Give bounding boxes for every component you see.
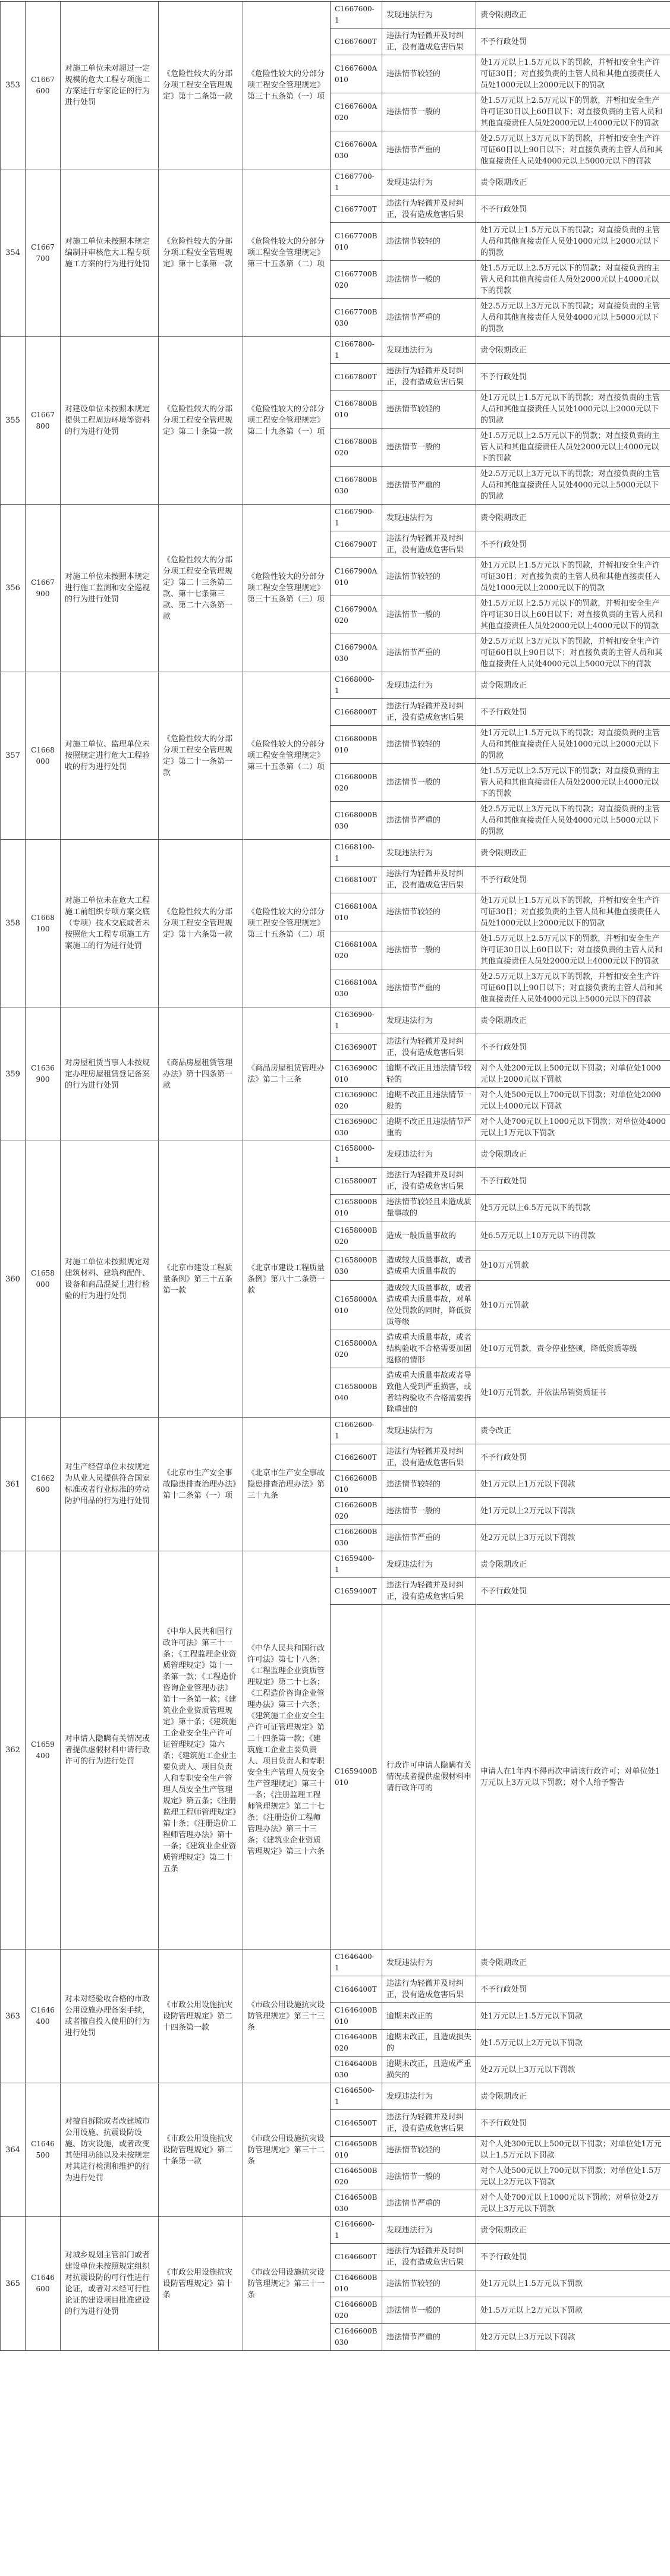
penalty-standard: 不予行政处罚 [476,1578,670,1605]
sub-item-code: C1659400B010 [331,1605,382,1950]
legal-basis: 《商品房屋租赁管理办法》第十四条第一款 [159,1007,243,1141]
sub-item-code: C1667600T [331,29,382,55]
penalty-basis: 《危险性较大的分部分项工程安全管理规定》第三十五条第（二）项 [243,840,331,1007]
penalty-standard: 处2.5万元以上3万元以下的罚款，并暂扣安全生产许可证60日以上90日以下；对直接负责的主管人员和其他直接责任人员处4000元以上5000元以下的罚款 [476,969,670,1007]
item-name: 对擅自拆除或者改建城市公用设施、抗震设防设施、防灾设施，或者改变其使用功能以及未按规定对其进行检测和维护的行为进行处罚 [61,2083,159,2217]
penalty-standard: 责令限期改正 [476,169,670,196]
item-number: 361 [1,1418,26,1551]
penalty-standard: 对个人处500元以上700元以下罚款；对单位处1.5万元以上2万元以下罚款 [476,2164,670,2190]
item-code: C1646600 [26,2217,61,2351]
sub-item-code: C1636900C030 [331,1114,382,1141]
penalty-standard: 责令限期改正 [476,2217,670,2244]
sub-item-code: C1667800-1 [331,337,382,364]
penalty-standard: 申请人在1年内不得再次申请该行政许可；对单位处1万元以上3万元以下罚款；对个人给予警告 [476,1605,670,1950]
item-code: C1667600 [26,2,61,169]
violation-circumstance: 逾期不改正且违法情节严重的 [382,1114,476,1141]
sub-item-code: C1646600B010 [331,2270,382,2297]
sub-item-code: C1636900T [331,1034,382,1061]
sub-item-code: C1658000B020 [331,1221,382,1251]
sub-item-code: C1668000T [331,699,382,726]
penalty-basis: 《市政公用设施抗灾设防管理规定》第三十三条 [243,1950,331,2083]
sub-item-code: C1658000B010 [331,1195,382,1221]
legal-basis: 《北京市建设工程质量条例》第三十五条第一款 [159,1141,243,1418]
legal-basis: 《危险性较大的分部分项工程安全管理规定》第十六条第一款 [159,840,243,1007]
sub-item-code: C1646400-1 [331,1950,382,1976]
violation-circumstance: 违法情节严重的 [382,2190,476,2217]
penalty-standard: 处1.5万元以上2.5万元以下的罚款；对直接负责的主管人员和其他直接责任人员处2000元以上4000元以下的罚款 [476,261,670,299]
item-code: C1668100 [26,840,61,1007]
item-code: C1668000 [26,672,61,840]
penalty-standard: 处2万元以上3万元以下罚款 [476,1525,670,1551]
sub-item-code: C1658000B040 [331,1368,382,1418]
item-name: 对施工单位未按照本规定编制并审核危大工程专项施工方案的行为进行处罚 [61,169,159,337]
sub-item-code: C1667900A020 [331,596,382,634]
penalty-standard: 不予行政处罚 [476,1444,670,1471]
sub-item-code: C1646400B010 [331,2003,382,2030]
item-name: 对生产经营单位未按规定为从业人员提供符合国家标准或者行业标准的劳动防护用品的行为进行处罚 [61,1418,159,1551]
sub-item-code: C1646500-1 [331,2083,382,2110]
item-code: C1659400 [26,1551,61,1950]
violation-circumstance: 违法情节较轻的 [382,223,476,261]
item-name: 对建设单位未按照本规定提供工程周边环境等资料的行为进行处罚 [61,337,159,505]
violation-circumstance: 违法情节较轻的 [382,391,476,429]
sub-item-code: C1646500T [331,2110,382,2137]
sub-item-code: C1659400-1 [331,1551,382,1578]
penalty-standard: 对个人处700元以上1000元以下罚款；对单位处4000元以上1万元以下罚款 [476,1114,670,1141]
violation-circumstance: 发现违法行为 [382,1950,476,1976]
penalty-standard: 处1万元以上1.5万元以下罚款 [476,2270,670,2297]
penalty-standard: 处2.5万元以上3万元以下的罚款，并暂扣安全生产许可证60日以上90日以下；对直接负责的主管人员和其他直接责任人员处4000元以上5000元以下的罚款 [476,131,670,169]
item-number: 365 [1,2217,26,2351]
violation-circumstance: 违法情节严重的 [382,299,476,337]
item-code: C1667700 [26,169,61,337]
sub-item-code: C1662600B030 [331,1525,382,1551]
sub-item-code: C1668000B010 [331,726,382,764]
violation-circumstance: 行政许可申请人隐瞒有关情况或者提供虚假材料申请行政许可的 [382,1605,476,1950]
violation-circumstance: 违法情节严重的 [382,969,476,1007]
sub-item-code: C1667700B030 [331,299,382,337]
penalty-basis: 《市政公用设施抗灾设防管理规定》第三十二条 [243,2083,331,2217]
sub-item-code: C1668100A020 [331,931,382,969]
sub-item-code: C1667600A010 [331,55,382,93]
sub-item-code: C1646400B030 [331,2057,382,2083]
penalty-standard: 处1万元以上1.5万元以下的罚款；对直接负责的主管人员和其他直接责任人员处1000元以上2000元以下的罚款 [476,391,670,429]
violation-circumstance: 违法情节较轻的 [382,893,476,931]
penalty-standard: 处6.5万元以上10万元以下的罚款 [476,1221,670,1251]
sub-item-code: C1658000-1 [331,1141,382,1168]
violation-circumstance: 逾期不改正且违法情节较轻的 [382,1061,476,1088]
penalty-standard: 不予行政处罚 [476,699,670,726]
violation-circumstance: 发现违法行为 [382,1418,476,1444]
penalty-standard: 不予行政处罚 [476,867,670,893]
table-row [1,672,670,699]
penalty-standard: 不予行政处罚 [476,2110,670,2137]
penalty-standard: 处1.5万元以上2.5万元以下的罚款，并暂扣安全生产许可证30日以上60日以下；对直接负责的主管人员和其他直接责任人员处2000元以上4000元以下的罚款 [476,93,670,131]
sub-item-code: C1658000A010 [331,1281,382,1330]
penalty-basis: 《北京市生产安全事故隐患排查治理办法》第三十九条 [243,1418,331,1551]
sub-item-code: C1667900A010 [331,558,382,596]
penalty-basis: 《中华人民共和国行政许可法》第七十八条；《工程监理企业资质管理规定》第二十七条；《工程造价咨询企业管理办法》第三十六条；《建筑施工企业安全生产许可证管理规定》第二十四条第一款；《建筑施工企业主要负责人、项目负责人和专职安全生产管理人员安全生产管理规定》第三十一条；《注册监理工程师管理规定》第二十七条；《注册造价工程师管理办法》第三十三条；《建筑业企业资质管理规定》第三十六条 [243,1551,331,1950]
penalty-standard: 责令限期改正 [476,1551,670,1578]
penalty-standard: 处2.5万元以上3万元以下的罚款；对直接负责的主管人员和其他直接责任人员处4000元以上5000元以下的罚款 [476,802,670,840]
sub-item-code: C1668000B030 [331,802,382,840]
violation-circumstance: 违法行为轻微并及时纠正，没有造成危害后果 [382,1976,476,2003]
sub-item-code: C1667700B020 [331,261,382,299]
penalty-standards-table [0,1,670,2351]
penalty-standard: 处1万元以上1.5万元以下的罚款；对直接负责的主管人员和其他直接责任人员处1000元以上2000元以下的罚款 [476,726,670,764]
sub-item-code: C1646400B020 [331,2030,382,2057]
item-name: 对未对经验收合格的市政公用设施办理备案手续，或者擅自投入使用的行为进行处罚 [61,1950,159,2083]
penalty-basis: 《危险性较大的分部分项工程安全管理规定》第二十九条第（一）项 [243,337,331,505]
item-name: 对房屋租赁当事人未按规定办理房屋租赁登记备案的行为进行处罚 [61,1007,159,1141]
violation-circumstance: 发现违法行为 [382,169,476,196]
sub-item-code: C1668100A010 [331,893,382,931]
violation-circumstance: 违法情节一般的 [382,261,476,299]
penalty-standard: 责令限期改正 [476,1950,670,1976]
violation-circumstance: 违法行为轻微并及时纠正，没有造成危害后果 [382,196,476,223]
penalty-standard: 处1万元以上2万元以下罚款 [476,1498,670,1525]
violation-circumstance: 违法情节严重的 [382,1525,476,1551]
legal-basis: 《危险性较大的分部分项工程安全管理规定》第二十一条第一款 [159,672,243,840]
violation-circumstance: 违法行为轻微并及时纠正，没有造成危害后果 [382,2110,476,2137]
penalty-basis: 《危险性较大的分部分项工程安全管理规定》第三十五条第（一）项 [243,2,331,169]
legal-basis: 《市政公用设施抗灾设防管理规定》第十条 [159,2217,243,2351]
penalty-standard: 处10万元罚款 [476,1251,670,1281]
violation-circumstance: 违法情节严重的 [382,467,476,505]
sub-item-code: C1658000A020 [331,1330,382,1368]
penalty-standard: 责令限期改正 [476,1007,670,1034]
sub-item-code: C1646600-1 [331,2217,382,2244]
penalty-standard: 责令限期改正 [476,2083,670,2110]
legal-basis: 《中华人民共和国行政许可法》第三十一条；《工程监理企业资质管理规定》第十一条第一款；《工程造价咨询企业管理办法》第十一条第一款；《建筑业企业资质管理规定》第十条；《建筑施工企业安全生产许可证管理规定》第六条；《建筑施工企业主要负责人、项目负责人和专职安全生产管理人员安全生产管理规定》第五条；《注册监理工程师管理规定》第十条；《注册造价工程师管理办法》第十一条；《建筑业企业资质管理规定》第二十五条 [159,1551,243,1950]
sub-item-code: C1667800B010 [331,391,382,429]
penalty-standard: 责令限期改正 [476,505,670,531]
sub-item-code: C1667700T [331,196,382,223]
sub-item-code: C1668100-1 [331,840,382,867]
violation-circumstance: 发现违法行为 [382,2,476,29]
penalty-standard: 不予行政处罚 [476,29,670,55]
penalty-standard: 处1.5万元以上2.5万元以下的罚款，并暂扣安全生产许可证30日以上60日以下；对直接负责的主管人员和其他直接责任人员处2000元以上4000元以下的罚款 [476,931,670,969]
penalty-standard: 对个人处700元以上1000元以下罚款；对单位处2万元以上3万元以下罚款 [476,2190,670,2217]
item-code: C1646400 [26,1950,61,2083]
sub-item-code: C1646500B030 [331,2190,382,2217]
sub-item-code: C1667900A030 [331,634,382,672]
violation-circumstance: 逾期未改正，且造成损失的 [382,2030,476,2057]
penalty-standard: 责令限期改正 [476,672,670,699]
violation-circumstance: 违法情节一般的 [382,2164,476,2190]
violation-circumstance: 发现违法行为 [382,1141,476,1168]
penalty-standard: 处10万元罚款 [476,1281,670,1330]
penalty-standard: 责令限期改正 [476,337,670,364]
penalty-standard: 处1万元以上1.5万元以下罚款 [476,2003,670,2030]
item-name: 对申请人隐瞒有关情况或者提供虚假材料申请行政许可的行为进行处罚 [61,1551,159,1950]
item-number: 360 [1,1141,26,1418]
violation-circumstance: 违法行为轻微并及时纠正，没有造成危害后果 [382,867,476,893]
violation-circumstance: 违法情节一般的 [382,2297,476,2324]
penalty-standard: 处10万元罚款，责令停业整顿，降低资质等级 [476,1330,670,1368]
table-row [1,840,670,867]
violation-circumstance: 造成重大质量事故或者导致他人受到严重损害，或者结构验收不合格需要拆除重建的 [382,1368,476,1418]
item-code: C1658000 [26,1141,61,1418]
violation-circumstance: 造成重大质量事故，或者结构验收不合格需要加固返修的情形 [382,1330,476,1368]
violation-circumstance: 发现违法行为 [382,337,476,364]
penalty-standard: 不予行政处罚 [476,1976,670,2003]
item-number: 353 [1,2,26,169]
sub-item-code: C1658000T [331,1168,382,1195]
sub-item-code: C1667600-1 [331,2,382,29]
legal-basis: 《北京市生产安全事故隐患排查治理办法》第十二条第（一）项 [159,1418,243,1551]
sub-item-code: C1667600A020 [331,93,382,131]
table-row [1,2083,670,2110]
sub-item-code: C1668000-1 [331,672,382,699]
sub-item-code: C1668100T [331,867,382,893]
penalty-basis: 《危险性较大的分部分项工程安全管理规定》第三十五条第（二）项 [243,672,331,840]
item-code: C1636900 [26,1007,61,1141]
table-row [1,1007,670,1034]
penalty-basis: 《危险性较大的分部分项工程安全管理规定》第三十五条第（三）项 [243,505,331,672]
penalty-standard: 处1万元以上1.5万元以下的罚款；对直接负责的主管人员和其他直接责任人员处1000元以上2000元以下的罚款 [476,223,670,261]
violation-circumstance: 违法行为轻微并及时纠正，没有造成危害后果 [382,29,476,55]
sub-item-code: C1662600B010 [331,1471,382,1498]
sub-item-code: C1662600T [331,1444,382,1471]
sub-item-code: C1668000B020 [331,764,382,802]
penalty-standard: 对个人处200元以上500元以下罚款；对单位处1000元以上2000元以下罚款 [476,1061,670,1088]
sub-item-code: C1667800B020 [331,429,382,467]
penalty-standard: 处1万元以上1.5万元以下的罚款，并暂扣安全生产许可证30日；对直接负责的主管人员和其他直接责任人员处1000元以上2000元以下的罚款 [476,558,670,596]
violation-circumstance: 违法情节较轻的 [382,2137,476,2164]
penalty-standard: 处2万元以上3万元以下罚款 [476,2057,670,2083]
sub-item-code: C1658000B030 [331,1251,382,1281]
table-row [1,1141,670,1168]
violation-circumstance: 违法行为轻微并及时纠正，没有造成危害后果 [382,1444,476,1471]
violation-circumstance: 违法情节较轻的 [382,558,476,596]
item-number: 362 [1,1551,26,1950]
table-row [1,1418,670,1444]
violation-circumstance: 造成较大质量事故，或者造成重大质量事故的 [382,1251,476,1281]
sub-item-code: C1646500B020 [331,2164,382,2190]
violation-circumstance: 逾期不改正且违法情节一般的 [382,1088,476,1114]
sub-item-code: C1646600B030 [331,2324,382,2351]
penalty-standard: 处2.5万元以上3万元以下的罚款；对直接负责的主管人员和其他直接责任人员处4000元以上5000元以下的罚款 [476,299,670,337]
legal-basis: 《危险性较大的分部分项工程安全管理规定》第十二条第一款 [159,2,243,169]
table-row [1,169,670,196]
penalty-standard: 处1.5万元以上2.5万元以下的罚款；对直接负责的主管人员和其他直接责任人员处2000元以上4000元以下的罚款 [476,429,670,467]
violation-circumstance: 违法行为轻微并及时纠正，没有造成危害后果 [382,2244,476,2270]
violation-circumstance: 发现违法行为 [382,1007,476,1034]
item-name: 对施工单位未按照规定对建筑材料、建筑构配件、设备和商品混凝土进行检验的行为进行处罚 [61,1141,159,1418]
sub-item-code: C1662600-1 [331,1418,382,1444]
item-number: 355 [1,337,26,505]
table-row [1,1950,670,1976]
penalty-standard: 处1万元以上1.5万元以下的罚款，并暂扣安全生产许可证30日；对直接负责的主管人员和其他直接责任人员处1000元以上2000元以下的罚款 [476,893,670,931]
legal-basis: 《危险性较大的分部分项工程安全管理规定》第十七条第一款 [159,169,243,337]
penalty-standard: 责令限期改正 [476,2,670,29]
penalty-standard: 处2万元以上3万元以下罚款 [476,2324,670,2351]
penalty-standard: 处1万元以上1万元以下罚款 [476,1471,670,1498]
sub-item-code: C1659400T [331,1578,382,1605]
violation-circumstance: 发现违法行为 [382,505,476,531]
penalty-standard: 处1.5万元以上2万元以下罚款 [476,2030,670,2057]
penalty-standard: 责令改正 [476,1418,670,1444]
sub-item-code: C1662600B020 [331,1498,382,1525]
violation-circumstance: 违法情节一般的 [382,931,476,969]
item-name: 对施工单位未对超过一定规模的危大工程专项施工方案进行专家论证的行为进行处罚 [61,2,159,169]
violation-circumstance: 违法情节一般的 [382,1498,476,1525]
legal-basis: 《危险性较大的分部分项工程安全管理规定》第二十条第一款 [159,337,243,505]
violation-circumstance: 违法情节一般的 [382,93,476,131]
violation-circumstance: 逾期未改正，且造成严重损失的 [382,2057,476,2083]
sub-item-code: C1646500B010 [331,2137,382,2164]
violation-circumstance: 违法情节较轻的 [382,2270,476,2297]
violation-circumstance: 发现违法行为 [382,2217,476,2244]
table-row [1,2,670,29]
penalty-standard: 处2.5万元以上3万元以下的罚款，并暂扣安全生产许可证60日以上90日以下；对直接负责的主管人员和其他直接责任人员处4000元以上5000元以下的罚款 [476,634,670,672]
violation-circumstance: 违法情节严重的 [382,802,476,840]
item-name: 对施工单位、监理单位未按照规定进行危大工程验收的行为进行处罚 [61,672,159,840]
violation-circumstance: 逾期未改正的 [382,2003,476,2030]
penalty-standard: 处2.5万元以上3万元以下的罚款；对直接负责的主管人员和其他直接责任人员处4000元以上5000元以下的罚款 [476,467,670,505]
item-name: 对施工单位未按照本规定进行施工监测和安全巡视的行为进行处罚 [61,505,159,672]
penalty-standard: 不予行政处罚 [476,1034,670,1061]
sub-item-code: C1667800B030 [331,467,382,505]
violation-circumstance: 发现违法行为 [382,840,476,867]
sub-item-code: C1667800T [331,364,382,391]
legal-basis: 《市政公用设施抗灾设防管理规定》第二十四条第一款 [159,1950,243,2083]
penalty-standard: 不予行政处罚 [476,1168,670,1195]
table-row [1,2217,670,2244]
sub-item-code: C1667700-1 [331,169,382,196]
table-row [1,505,670,531]
sub-item-code: C1667600A030 [331,131,382,169]
penalty-standard: 处10万元罚款，并依法吊销资质证书 [476,1368,670,1418]
violation-circumstance: 违法行为轻微并及时纠正，没有造成危害后果 [382,364,476,391]
violation-circumstance: 违法情节一般的 [382,596,476,634]
sub-item-code: C1646600T [331,2244,382,2270]
penalty-standard: 处1.5万元以上2.5万元以下的罚款，并暂扣安全生产许可证30日以上60日以下；对直接负责的主管人员和其他直接责任人员处2000元以上4000元以下的罚款 [476,596,670,634]
item-code: C1646500 [26,2083,61,2217]
sub-item-code: C1667900T [331,531,382,558]
sub-item-code: C1667700B010 [331,223,382,261]
item-number: 359 [1,1007,26,1141]
violation-circumstance: 违法行为轻微并及时纠正，没有造成危害后果 [382,1578,476,1605]
violation-circumstance: 违法情节一般的 [382,764,476,802]
violation-circumstance: 造成较大质量事故，或者造成重大质量事故，对单位处罚款的同时，降低资质等级 [382,1281,476,1330]
item-name: 对施工单位未在危大工程施工前组织专项方案交底（专项）技术交底或者未按照危大工程专项施工方案施工的行为进行处罚 [61,840,159,1007]
item-number: 358 [1,840,26,1007]
sub-item-code: C1636900-1 [331,1007,382,1034]
violation-circumstance: 发现违法行为 [382,672,476,699]
sub-item-code: C1636900C020 [331,1088,382,1114]
sub-item-code: C1667900-1 [331,505,382,531]
violation-circumstance: 违法情节较轻的 [382,726,476,764]
penalty-standard: 处5万元以上6.5万元以下的罚款 [476,1195,670,1221]
sub-item-code: C1646600B020 [331,2297,382,2324]
penalty-standard: 不予行政处罚 [476,196,670,223]
penalty-standard: 处1.5万元以上2.5万元以下的罚款；对直接负责的主管人员和其他直接责任人员处2000元以上4000元以下的罚款 [476,764,670,802]
item-code: C1667800 [26,337,61,505]
sub-item-code: C1636900C010 [331,1061,382,1088]
penalty-standard: 不予行政处罚 [476,531,670,558]
item-number: 356 [1,505,26,672]
penalty-standard: 对个人处300元以上500元以下罚款；对单位处1万元以上1.5万元以下罚款 [476,2137,670,2164]
violation-circumstance: 发现违法行为 [382,2083,476,2110]
table-row [1,337,670,364]
violation-circumstance: 违法行为轻微并及时纠正，没有造成危害后果 [382,531,476,558]
item-code: C1667900 [26,505,61,672]
violation-circumstance: 违法情节较轻的 [382,1471,476,1498]
penalty-standard: 责令限期改正 [476,840,670,867]
table-row [1,1551,670,1578]
violation-circumstance: 违法情节严重的 [382,2324,476,2351]
item-number: 354 [1,169,26,337]
penalty-standard: 处1万元以上1.5万元以下的罚款，并暂扣安全生产许可证30日；对直接负责的主管人员和其他直接责任人员处1000元以上2000元以下的罚款 [476,55,670,93]
item-number: 357 [1,672,26,840]
penalty-basis: 《市政公用设施抗灾设防管理规定》第三十一条 [243,2217,331,2351]
violation-circumstance: 造成一般质量事故的 [382,1221,476,1251]
penalty-standard: 不予行政处罚 [476,2244,670,2270]
violation-circumstance: 违法情节一般的 [382,429,476,467]
item-number: 363 [1,1950,26,2083]
sub-item-code: C1646400T [331,1976,382,2003]
violation-circumstance: 发现违法行为 [382,1551,476,1578]
penalty-standard: 对个人处500元以上700元以下罚款；对单位处2000元以上4000元以下罚款 [476,1088,670,1114]
item-name: 对城乡规划主管部门或者建设单位未按照规定组织对抗震设防的可行性进行论证，或者对未经可行性论证的建设项目批准建设的行为进行处罚 [61,2217,159,2351]
violation-circumstance: 违法行为轻微并及时纠正，没有造成危害后果 [382,1168,476,1195]
legal-basis: 《市政公用设施抗灾设防管理规定》第二十条第一款 [159,2083,243,2217]
penalty-standard: 责令限期改正 [476,1141,670,1168]
violation-circumstance: 违法情节严重的 [382,131,476,169]
item-code: C1662600 [26,1418,61,1551]
penalty-basis: 《商品房屋租赁管理办法》第二十三条 [243,1007,331,1141]
violation-circumstance: 违法情节较轻且未造成质量事故的 [382,1195,476,1221]
violation-circumstance: 违法行为轻微并及时纠正，没有造成危害后果 [382,699,476,726]
violation-circumstance: 违法行为轻微并及时纠正，没有造成危害后果 [382,1034,476,1061]
penalty-standard: 处1.5万元以上2万元以下罚款 [476,2297,670,2324]
item-number: 364 [1,2083,26,2217]
penalty-standard: 不予行政处罚 [476,364,670,391]
legal-basis: 《危险性较大的分部分项工程安全管理规定》第二十三条第二款、第十七条第三款、第二十六条第一款 [159,505,243,672]
violation-circumstance: 违法情节严重的 [382,634,476,672]
sub-item-code: C1668100A030 [331,969,382,1007]
violation-circumstance: 违法情节较轻的 [382,55,476,93]
penalty-basis: 《危险性较大的分部分项工程安全管理规定》第三十五条第（二）项 [243,169,331,337]
penalty-basis: 《北京市建设工程质量条例》第八十二条第一款 [243,1141,331,1418]
